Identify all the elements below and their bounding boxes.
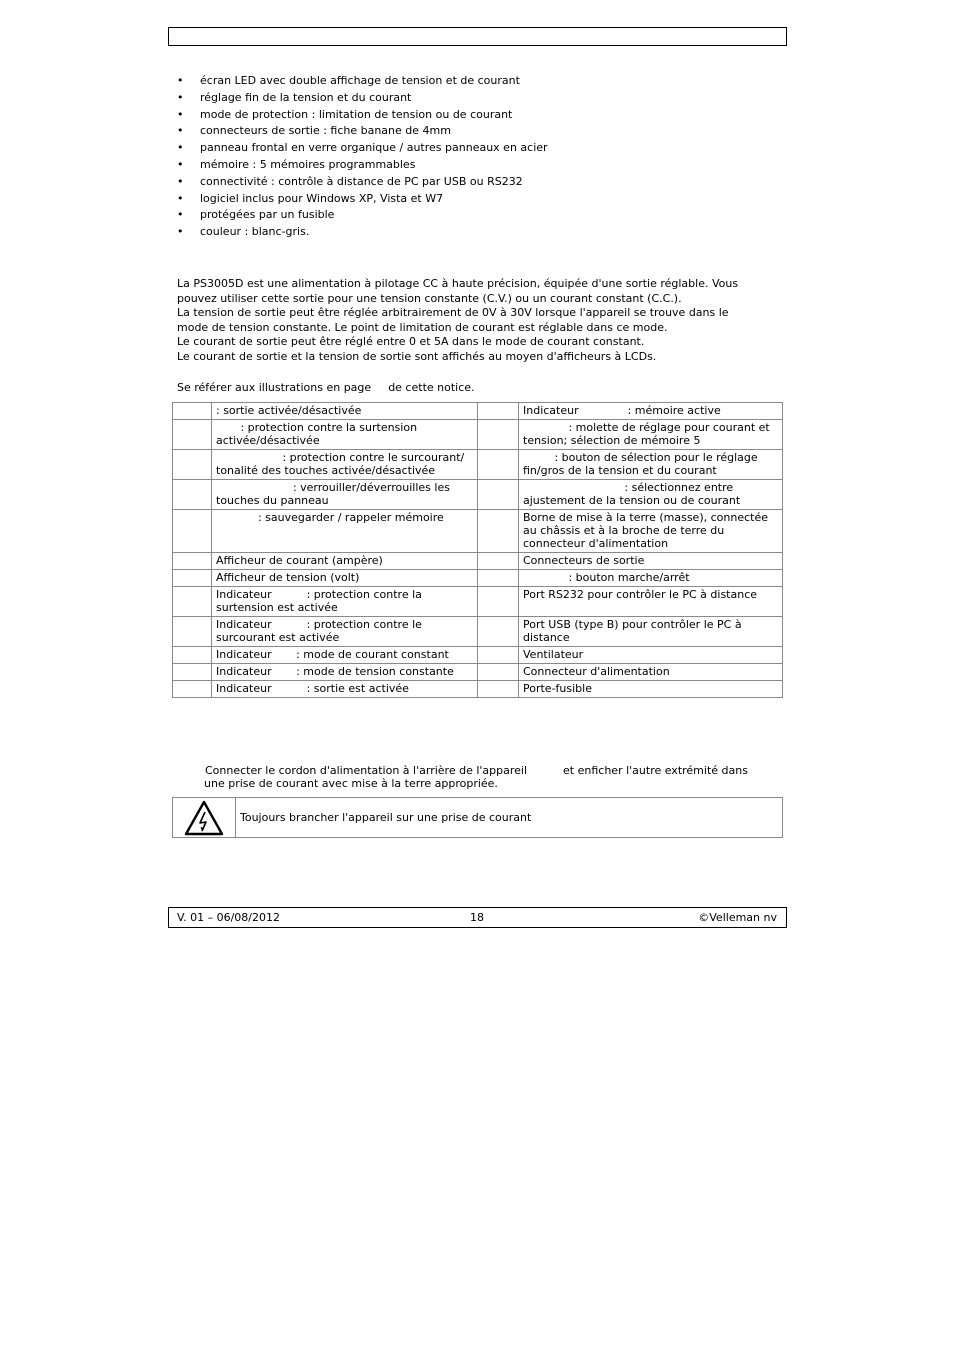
warning-box xyxy=(172,797,783,838)
illustrations-ref-after: de cette notice. xyxy=(388,381,475,394)
front-panel-description: : sauvegarder / rappeler mémoire xyxy=(212,510,478,553)
front-panel-description: Indicateur : mode de tension constante xyxy=(212,664,478,681)
item-number-cell xyxy=(173,681,212,698)
item-number-cell xyxy=(478,450,519,480)
item-number-cell xyxy=(173,420,212,450)
feature-text: panneau frontal en verre organique / autres panneaux en acier xyxy=(200,141,548,155)
illustrations-reference xyxy=(177,381,475,394)
rear-panel-description: Borne de mise à la terre (masse), connectée au châssis et à la broche de terre du connecteur d'alimentation xyxy=(519,510,783,553)
header-box xyxy=(168,27,787,46)
front-panel-description: Afficheur de courant (ampère) xyxy=(212,553,478,570)
feature-list xyxy=(177,74,797,242)
item-number-cell xyxy=(173,450,212,480)
feature-item xyxy=(177,91,797,108)
item-number-cell xyxy=(478,617,519,647)
illustrations-ref-before: Se référer aux illustrations en page xyxy=(177,381,372,394)
front-panel-description: Indicateur : mode de courant constant xyxy=(212,647,478,664)
front-panel-description: Afficheur de tension (volt) xyxy=(212,570,478,587)
rear-panel-description: : sélectionnez entre ajustement de la tension ou de courant xyxy=(519,480,783,510)
rear-panel-description: Connecteurs de sortie xyxy=(519,553,783,570)
table-row xyxy=(173,450,783,480)
rear-panel-description: : molette de réglage pour courant et tension; sélection de mémoire 5 xyxy=(519,420,783,450)
bullet-icon: • xyxy=(177,174,184,188)
parts-table xyxy=(172,402,783,698)
item-number-cell xyxy=(173,553,212,570)
front-panel-description: : protection contre le surcourant/ tonalité des touches activée/désactivée xyxy=(212,450,478,480)
item-number-cell xyxy=(478,403,519,420)
warning-icon-cell xyxy=(173,798,236,837)
front-panel-description: : sortie activée/désactivée xyxy=(212,403,478,420)
bullet-icon: • xyxy=(177,124,184,138)
rear-panel-description: Port USB (type B) pour contrôler le PC à distance xyxy=(519,617,783,647)
bullet-icon: • xyxy=(177,157,184,171)
feature-text: écran LED avec double affichage de tension et de courant xyxy=(200,74,520,87)
feature-text: mémoire : 5 mémoires programmables xyxy=(200,157,416,171)
item-number-cell xyxy=(173,510,212,553)
front-panel-description: Indicateur : protection contre le surcourant est activée xyxy=(212,617,478,647)
bullet-icon: • xyxy=(177,191,184,205)
description-line: Le courant de sortie peut être réglé entre 0 et 5A dans le mode de courant constant. xyxy=(177,335,645,348)
bullet-icon: • xyxy=(177,90,184,104)
table-row xyxy=(173,420,783,450)
item-number-cell xyxy=(478,570,519,587)
front-panel-description: : protection contre la surtension activée/désactivée xyxy=(212,420,478,450)
feature-item xyxy=(177,192,797,209)
table-row xyxy=(173,617,783,647)
bullet-icon: • xyxy=(177,208,184,222)
feature-item xyxy=(177,124,797,141)
front-panel-description: Indicateur : sortie est activée xyxy=(212,681,478,698)
description-line: La tension de sortie peut être réglée arbitrairement de 0V à 30V lorsque l'appareil se trouve dans le xyxy=(177,306,729,319)
feature-item xyxy=(177,225,797,242)
table-row xyxy=(173,664,783,681)
rear-panel-description: Indicateur : mémoire active xyxy=(519,403,783,420)
item-number-cell xyxy=(478,587,519,617)
description-line: pouvez utiliser cette sortie pour une tension constante (C.V.) ou un courant constant (C.C.). xyxy=(177,291,682,305)
connect-text-part1: Connecter le cordon d'alimentation à l'arrière de l'appareil xyxy=(205,764,528,777)
item-number-cell xyxy=(173,587,212,617)
item-number-cell xyxy=(478,647,519,664)
feature-text: connectivité : contrôle à distance de PC par USB ou RS232 xyxy=(200,174,523,188)
item-number-cell xyxy=(478,510,519,553)
rear-panel-description: Porte-fusible xyxy=(519,681,783,698)
feature-text: réglage fin de la tension et du courant xyxy=(200,90,412,104)
rear-panel-description: Connecteur d'alimentation xyxy=(519,664,783,681)
table-row xyxy=(173,587,783,617)
feature-text: connecteurs de sortie : fiche banane de 4mm xyxy=(200,124,451,138)
high-voltage-warning-icon xyxy=(184,800,224,836)
description-paragraph xyxy=(177,277,777,364)
footer-page-number: 18 xyxy=(470,911,484,924)
item-number-cell xyxy=(173,403,212,420)
description-line: Le courant de sortie et la tension de sortie sont affichés au moyen d'afficheurs à LCDs. xyxy=(177,349,657,363)
item-number-cell xyxy=(478,681,519,698)
feature-item xyxy=(177,158,797,175)
description-line: La PS3005D est une alimentation à pilotage CC à haute précision, équipée d'une sortie réglable. Vous xyxy=(177,277,739,290)
bullet-icon: • xyxy=(177,225,184,239)
item-number-cell xyxy=(173,647,212,664)
footer-copyright: ©Velleman nv xyxy=(698,911,777,924)
item-number-cell xyxy=(173,617,212,647)
item-number-cell xyxy=(478,664,519,681)
item-number-cell xyxy=(478,553,519,570)
feature-item xyxy=(177,175,797,192)
feature-item xyxy=(177,141,797,158)
bullet-icon: • xyxy=(177,141,184,155)
connect-instruction xyxy=(205,764,785,790)
feature-text: logiciel inclus pour Windows XP, Vista et W7 xyxy=(200,191,444,205)
feature-item xyxy=(177,208,797,225)
item-number-cell xyxy=(173,570,212,587)
feature-item xyxy=(177,74,797,91)
table-row xyxy=(173,647,783,664)
item-number-cell xyxy=(173,480,212,510)
item-number-cell xyxy=(173,664,212,681)
item-number-cell xyxy=(478,480,519,510)
rear-panel-description: : bouton de sélection pour le réglage fin/gros de la tension et du courant xyxy=(519,450,783,480)
table-row xyxy=(173,570,783,587)
table-row xyxy=(173,480,783,510)
front-panel-description: Indicateur : protection contre la surtension est activée xyxy=(212,587,478,617)
table-row xyxy=(173,681,783,698)
table-row xyxy=(173,553,783,570)
connect-text-line2: une prise de courant avec mise à la terre appropriée. xyxy=(204,777,498,790)
table-row xyxy=(173,403,783,420)
feature-item xyxy=(177,108,797,125)
front-panel-description: : verrouiller/déverrouilles les touches du panneau xyxy=(212,480,478,510)
connect-text-part2: et enficher l'autre extrémité dans xyxy=(563,764,748,777)
feature-text: mode de protection : limitation de tension ou de courant xyxy=(200,107,513,121)
warning-text: Toujours brancher l'appareil sur une prise de courant xyxy=(240,811,532,824)
table-row xyxy=(173,510,783,553)
feature-text: couleur : blanc-gris. xyxy=(200,225,310,239)
page-footer xyxy=(168,907,787,928)
footer-version: V. 01 – 06/08/2012 xyxy=(177,911,280,924)
rear-panel-description: Port RS232 pour contrôler le PC à distance xyxy=(519,587,783,617)
bullet-icon: • xyxy=(177,74,184,87)
bullet-icon: • xyxy=(177,107,184,121)
item-number-cell xyxy=(478,420,519,450)
description-line: mode de tension constante. Le point de limitation de courant est réglable dans ce mode. xyxy=(177,320,668,334)
rear-panel-description: Ventilateur xyxy=(519,647,783,664)
rear-panel-description: : bouton marche/arrêt xyxy=(519,570,783,587)
feature-text: protégées par un fusible xyxy=(200,208,335,222)
